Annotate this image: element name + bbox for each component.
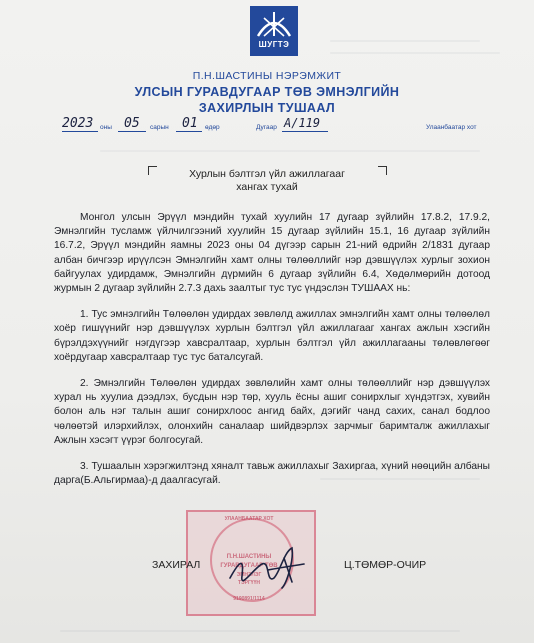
number-label: Дугаар — [256, 124, 277, 131]
date-month: 05 — [124, 116, 140, 131]
bleed-through — [330, 52, 500, 54]
preamble-paragraph: Монгол улсын Эрүүл мэндийн тухай хуулийн 17 дугаар зүйлийн 17.8.2, 17.9.2, Эмнэлгийн тусламж үйлчилгээний хуулийн 15 дугаар зүйлийн 15.1, 16 дугаар зүйлийн 16.7.2, Эрүүл мэндийн яамны 2023 оны 04 дүгээр сарын 21-ний өдрийн 2/1831 дугаар албан бичгээр ирүүлсэн Эмнэлгийн хамт олны төлөөллийг нэр дэвшүүлэх хурлыг зохион байгуулах удирдамж, Эмнэлгийн дүрмийн 6 дугаар зүйлийн 6.4, Хөдөлмөрийн дотоод журмын 2 дугаар зүйлийн 2.7.3 дахь заалтыг тус тус үндэслэн ТУШААХ нь: — [54, 212, 490, 295]
logo-text: ШУГТЭ — [258, 40, 290, 49]
handwritten-signature — [222, 538, 312, 598]
official-stamp: УЛААНБААТАР ХОТ П.Н.ШАСТИНЫ ГУРАВДУГААР ТӨВ ЭМНЭЛЭГ ТЭРГҮҮН 9190891/1114 — [186, 510, 316, 616]
date-year: 2023 — [62, 116, 94, 131]
date-number-row — [62, 116, 492, 136]
order-title: ЗАХИРЛЫН ТУШААЛ — [198, 101, 336, 115]
city-label: Улаанбаатар хот — [426, 124, 477, 131]
order-item-2: 2. Эмнэлгийн Төлөөлөн удирдах зөвлөлийн хамт олны төлөөллийг нэр дэвшүүлэх хурал нь хуулиа дээдлэх, бусдын нэр төр, хууль ёсны ашиг сонирхлыг хүндэтгэх, хувийн болон аль нэг талын ашиг сонирхлоос ангид байх, дэгийг чанд сахих, санал бодлоо чөлөөтэй илэрхийлэх, олонхийн саналаар шийдвэрлэх зарчмыг баримталж ажиллахыг Ажлын хэсэгт үүрэг болгосугай. — [54, 378, 490, 446]
order-item-3: 3. Тушаалын хэрэгжилтэнд хяналт тавьж ажиллахыг Захиргаа, хүний нөөцийн албаны дарга(Б.Альгирмаа)-д даалгасугай. — [54, 461, 490, 487]
order-number: А/119 — [284, 116, 321, 130]
order-item-1: 1. Тус эмнэлгийн Төлөөлөн удирдах зөвлөлд ажиллах эмнэлгийн хамт олны төлөөлөл хоёр гишүүнийг нэр дэвшүүлэх хурлын бэлтгэл үйл ажиллагааг хангах ажлын хэсгийн бүрэлдэхүүнийг нэгдүгээр хавсралтаар, хурлын бэлтгэл үйл ажиллагааны төлөвлөгөөг хоёрдугаар хавсралтаар тус тус баталсугай. — [54, 309, 490, 363]
signatory-name: Ц.ТӨМӨР-ОЧИР — [344, 559, 427, 571]
subject-line1: Хурлын бэлтгэл үйл ажиллагааг — [189, 168, 345, 180]
hospital-logo — [250, 6, 298, 56]
subject-line2: хангах тухай — [236, 181, 298, 193]
month-label: сарын — [150, 124, 169, 131]
day-label: өдөр — [205, 124, 220, 131]
signatory-title: ЗАХИРАЛ — [152, 559, 201, 571]
org-name-line2: УЛСЫН ГУРАВДУГААР ТӨВ ЭМНЭЛГИЙН — [134, 85, 400, 99]
bleed-through — [60, 630, 460, 632]
order-body — [54, 211, 490, 496]
year-label: оны — [100, 124, 112, 131]
bleed-through — [100, 150, 480, 152]
date-day: 01 — [182, 116, 198, 131]
bleed-through — [330, 40, 480, 42]
org-name-line1: П.Н.ШАСТИНЫ НЭРЭМЖИТ — [192, 70, 342, 82]
